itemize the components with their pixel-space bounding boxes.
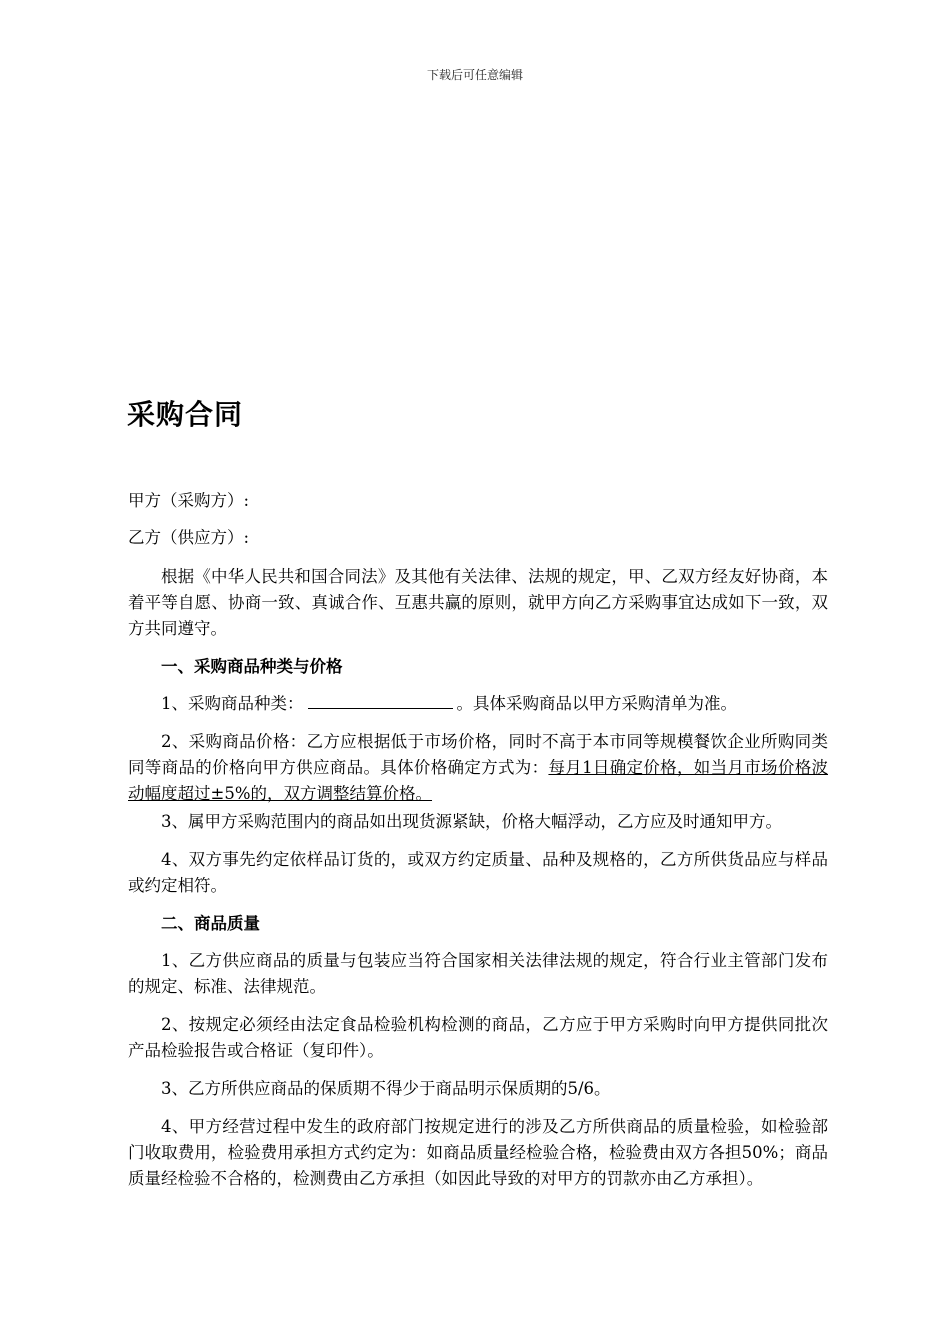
section1-item1 — [128, 691, 828, 717]
section1-item3: 3、属甲方采购范围内的商品如出现货源紧缺，价格大幅浮动，乙方应及时通知甲方。 — [161, 812, 782, 831]
section2-item1: 1、乙方供应商品的质量与包装应当符合国家相关法律法规的规定，符合行业主管部门发布的规定、标准、法律规范。 — [128, 951, 828, 996]
header-note: 下载后可任意编辑 — [426, 68, 523, 82]
section1-item2-underlined: 每月1日确定价格，如当月市场价格波动幅度超过±5%的，双方调整结算价格。 — [128, 758, 829, 803]
section1-item1-prefix: 1、采购商品种类： — [161, 694, 304, 713]
intro-paragraph: 根据《中华人民共和国合同法》及其他有关法律、法规的规定，甲、乙双方经友好协商，本着平等自愿、协商一致、真诚合作、互惠共赢的原则，就甲方向乙方采购事宜达成如下一致，双方共同遵守。 — [128, 567, 828, 638]
party-a-line: 甲方（采购方）: — [128, 491, 250, 510]
fill-in-blank — [308, 692, 453, 709]
section2-item4: 4、甲方经营过程中发生的政府部门按规定进行的涉及乙方所供商品的质量检验，如检验部门收取费用，检验费用承担方式约定为：如商品质量经检验合格，检验费由双方各担50%；商品质量经检验不合格的，检测费由乙方承担（如因此导致的对甲方的罚款亦由乙方承担）。 — [128, 1117, 828, 1188]
contract-body — [128, 488, 828, 1192]
party-b-line: 乙方（供应方）: — [128, 528, 250, 547]
section1-item4: 4、双方事先约定依样品订货的，或双方约定质量、品种及规格的，乙方所供货品应与样品或约定相符。 — [128, 850, 828, 895]
section1-heading: 一、采购商品种类与价格 — [161, 657, 343, 676]
section1-item2-text: 2、采购商品价格：乙方应根据低于市场价格，同时不高于本市同等规模餐饮企业所购同类同等商品的价格向甲方供应商品。具体价格确定方式为： — [128, 732, 828, 777]
section1-item2 — [128, 729, 828, 807]
section1-item1-suffix: 。具体采购商品以甲方采购清单为准。 — [456, 694, 737, 713]
section2-item2: 2、按规定必须经由法定食品检验机构检测的商品，乙方应于甲方采购时向甲方提供同批次产品检验报告或合格证（复印件）。 — [128, 1015, 828, 1060]
section2-item3: 3、乙方所供应商品的保质期不得少于商品明示保质期的5/6。 — [161, 1079, 611, 1098]
contract-title: 采购合同 — [127, 398, 244, 431]
section2-heading: 二、商品质量 — [161, 914, 260, 933]
